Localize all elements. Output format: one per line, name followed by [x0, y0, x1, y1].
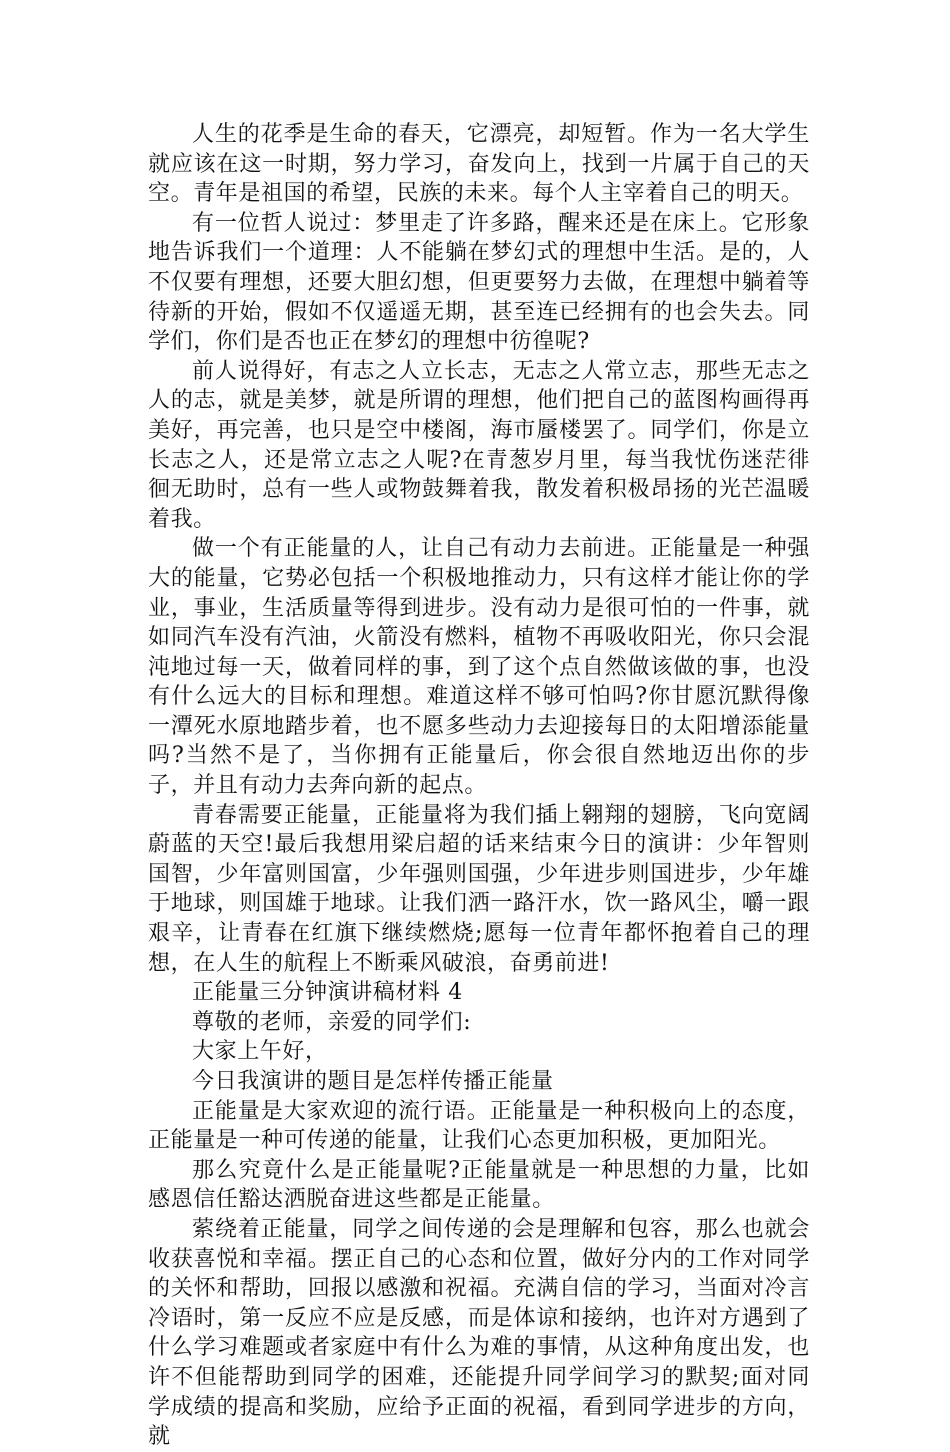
- paragraph-10: 正能量是大家欢迎的流行语。正能量是一种积极向上的态度，正能量是一种可传递的能量，让我们心态更加积极，更加阳光。: [148, 1098, 810, 1154]
- paragraph-11: 那么究竟什么是正能量呢?正能量就是一种思想的力量，比如感恩信任豁达洒脱奋进这些都是正能量。: [148, 1157, 810, 1213]
- paragraph-1: 人生的花季是生命的春天，它漂亮，却短暂。作为一名大学生就应该在这一时期，努力学习，奋发向上，找到一片属于自己的天空。青年是祖国的希望，民族的未来。每个人主宰着自己的明天。: [148, 122, 810, 207]
- salutation: 尊敬的老师，亲爱的同学们:: [192, 1009, 472, 1035]
- paragraph-5: 青春需要正能量，正能量将为我们插上翱翔的翅膀，飞向宽阔蔚蓝的天空!最后我想用梁启超的话来结束今日的演讲：少年智则国智，少年富则国富，少年强则国强，少年进步则国进步，少年雄于地球，则国雄于地球。让我们洒一路汗水，饮一路风尘，嚼一跟艰辛，让青春在红旗下继续燃烧;愿每一位青年都怀抱着自己的理想，在人生的航程上不断乘风破浪，奋勇前进!: [148, 802, 810, 976]
- paragraph-2: 有一位哲人说过：梦里走了许多路，醒来还是在床上。它形象地告诉我们一个道理：人不能躺在梦幻式的理想中生活。是的，人不仅要有理想，还要大胆幻想，但更要努力去做，在理想中躺着等待新的开始，假如不仅遥遥无期，甚至连已经拥有的也会失去。同学们，你们是否也正在梦幻的理想中彷徨呢?: [148, 210, 810, 355]
- greeting: 大家上午好，: [192, 1039, 328, 1065]
- paragraph-12: 萦绕着正能量，同学之间传递的会是理解和包容，那么也就会收获喜悦和幸福。摆正自己的心态和位置，做好分内的工作对同学的关怀和帮助，回报以感激和祝福。充满自信的学习，当面对冷言冷语时，第一反应不应是反感，而是体谅和接纳，也许对方遇到了什么学习难题或者家庭中有什么为难的事情，从这种角度出发，也许不但能帮助到同学的困难，还能提升同学间学习的默契;面对同学成绩的提高和奖励，应给予正面的祝福，看到同学进步的方向，就: [148, 1216, 810, 1450]
- section-heading: 正能量三分钟演讲稿材料 4: [192, 980, 463, 1006]
- document-body: [148, 120, 810, 1452]
- paragraph-4: 做一个有正能量的人，让自己有动力去前进。正能量是一种强大的能量，它势必包括一个积极地推动力，只有这样才能让你的学业，事业，生活质量等得到进步。没有动力是很可怕的一件事，就如同汽车没有汽油，火箭没有燃料，植物不再吸收阳光，你只会混沌地过每一天，做着同样的事，到了这个点自然做该做的事，也没有什么远大的目标和理想。难道这样不够可怕吗?你甘愿沉默得像一潭死水原地踏步着，也不愿多些动力去迎接每日的太阳增添能量吗?当然不是了，当你拥有正能量后，你会很自然地迈出你的步子，并且有动力去奔向新的起点。: [148, 536, 810, 799]
- speech-topic: 今日我演讲的题目是怎样传播正能量: [192, 1069, 554, 1094]
- paragraph-3: 前人说得好，有志之人立长志，无志之人常立志，那些无志之人的志，就是美梦，就是所谓的理想，他们把自己的蓝图构画得再美好，再完善，也只是空中楼阁，海市蜃楼罢了。同学们，你是立长志之人，还是常立志之人呢?在青葱岁月里，每当我忧伤迷茫徘徊无助时，总有一些人或物鼓舞着我，散发着积极昂扬的光芒温暖着我。: [148, 358, 810, 532]
